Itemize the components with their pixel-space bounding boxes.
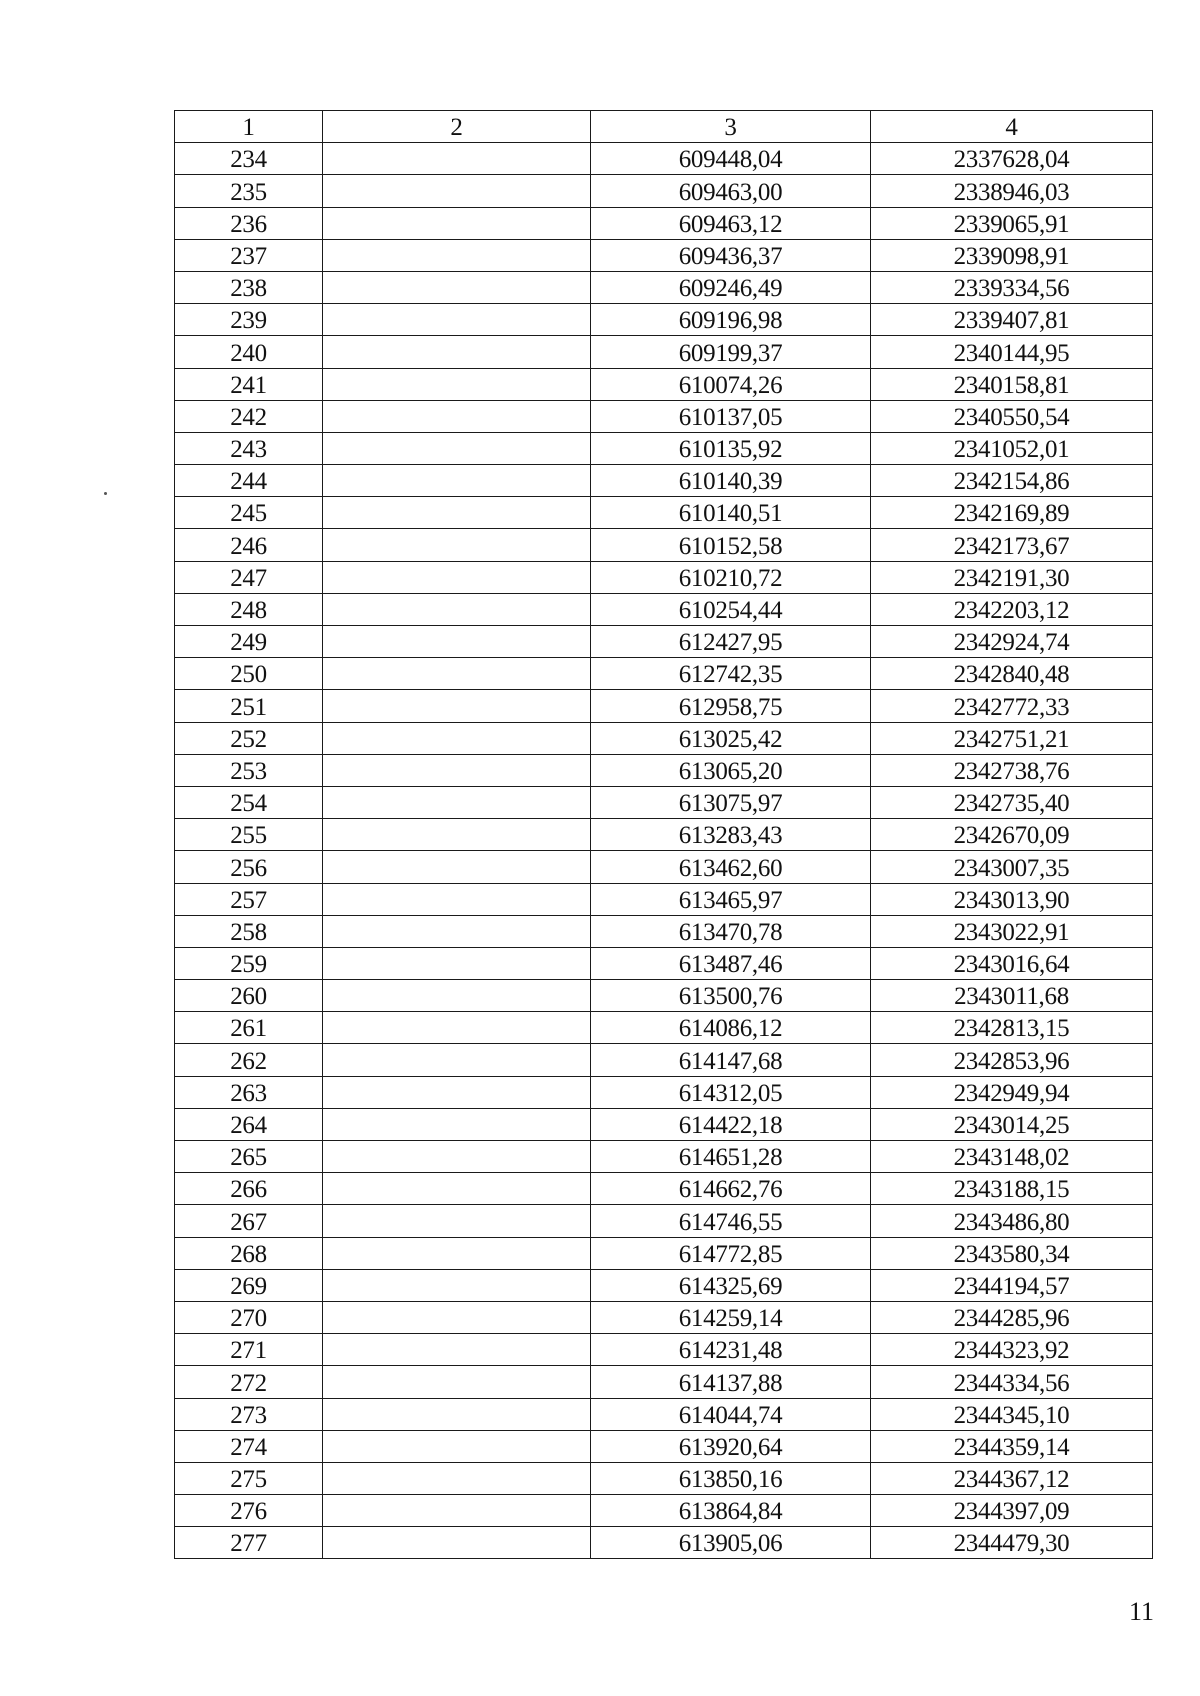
point-number-cell: 261	[175, 1012, 323, 1044]
table-row	[175, 626, 1153, 658]
scan-speck	[104, 492, 107, 495]
table-row	[175, 658, 1153, 690]
point-number-cell: 263	[175, 1076, 323, 1108]
table-row	[175, 754, 1153, 786]
y-coordinate-cell: 2342203,12	[871, 593, 1153, 625]
x-coordinate-cell: 609448,04	[591, 143, 871, 175]
description-cell	[323, 1366, 591, 1398]
table-row	[175, 947, 1153, 979]
description-cell	[323, 304, 591, 336]
point-number-cell: 268	[175, 1237, 323, 1269]
table-row	[175, 1205, 1153, 1237]
table-row	[175, 980, 1153, 1012]
y-coordinate-cell: 2337628,04	[871, 143, 1153, 175]
x-coordinate-cell: 613465,97	[591, 883, 871, 915]
point-number-cell: 271	[175, 1334, 323, 1366]
point-number-cell: 238	[175, 271, 323, 303]
point-number-cell: 235	[175, 175, 323, 207]
y-coordinate-cell: 2343188,15	[871, 1173, 1153, 1205]
x-coordinate-cell: 614086,12	[591, 1012, 871, 1044]
y-coordinate-cell: 2342924,74	[871, 626, 1153, 658]
description-cell	[323, 465, 591, 497]
x-coordinate-cell: 609246,49	[591, 271, 871, 303]
description-cell	[323, 851, 591, 883]
description-cell	[323, 1495, 591, 1527]
x-coordinate-cell: 610074,26	[591, 368, 871, 400]
point-number-cell: 272	[175, 1366, 323, 1398]
y-coordinate-cell: 2342949,94	[871, 1076, 1153, 1108]
description-cell	[323, 1462, 591, 1494]
x-coordinate-cell: 609463,00	[591, 175, 871, 207]
point-number-cell: 257	[175, 883, 323, 915]
y-coordinate-cell: 2343011,68	[871, 980, 1153, 1012]
table-row	[175, 529, 1153, 561]
point-number-cell: 240	[175, 336, 323, 368]
x-coordinate-cell: 614231,48	[591, 1334, 871, 1366]
description-cell	[323, 1076, 591, 1108]
description-cell	[323, 561, 591, 593]
column-header: 3	[591, 111, 871, 143]
y-coordinate-cell: 2339334,56	[871, 271, 1153, 303]
y-coordinate-cell: 2342173,67	[871, 529, 1153, 561]
y-coordinate-cell: 2342670,09	[871, 819, 1153, 851]
table-row	[175, 1012, 1153, 1044]
y-coordinate-cell: 2343014,25	[871, 1108, 1153, 1140]
x-coordinate-cell: 609196,98	[591, 304, 871, 336]
y-coordinate-cell: 2342169,89	[871, 497, 1153, 529]
description-cell	[323, 336, 591, 368]
x-coordinate-cell: 612742,35	[591, 658, 871, 690]
table-row	[175, 883, 1153, 915]
table-row	[175, 175, 1153, 207]
point-number-cell: 262	[175, 1044, 323, 1076]
table-row	[175, 1430, 1153, 1462]
point-number-cell: 243	[175, 432, 323, 464]
point-number-cell: 260	[175, 980, 323, 1012]
x-coordinate-cell: 613500,76	[591, 980, 871, 1012]
table-row	[175, 561, 1153, 593]
y-coordinate-cell: 2342813,15	[871, 1012, 1153, 1044]
point-number-cell: 264	[175, 1108, 323, 1140]
description-cell	[323, 690, 591, 722]
point-number-cell: 273	[175, 1398, 323, 1430]
y-coordinate-cell: 2343148,02	[871, 1141, 1153, 1173]
coordinates-table	[174, 110, 1153, 1559]
x-coordinate-cell: 613487,46	[591, 947, 871, 979]
description-cell	[323, 400, 591, 432]
table-row	[175, 1044, 1153, 1076]
y-coordinate-cell: 2344367,12	[871, 1462, 1153, 1494]
description-cell	[323, 593, 591, 625]
table-row	[175, 1366, 1153, 1398]
x-coordinate-cell: 613075,97	[591, 786, 871, 818]
table-row	[175, 497, 1153, 529]
description-cell	[323, 947, 591, 979]
table-row	[175, 593, 1153, 625]
description-cell	[323, 207, 591, 239]
table-row	[175, 465, 1153, 497]
table-row	[175, 1301, 1153, 1333]
description-cell	[323, 432, 591, 464]
x-coordinate-cell: 609463,12	[591, 207, 871, 239]
description-cell	[323, 1527, 591, 1559]
description-cell	[323, 980, 591, 1012]
point-number-cell: 256	[175, 851, 323, 883]
description-cell	[323, 1430, 591, 1462]
point-number-cell: 259	[175, 947, 323, 979]
point-number-cell: 277	[175, 1527, 323, 1559]
point-number-cell: 247	[175, 561, 323, 593]
point-number-cell: 236	[175, 207, 323, 239]
y-coordinate-cell: 2340144,95	[871, 336, 1153, 368]
x-coordinate-cell: 613920,64	[591, 1430, 871, 1462]
point-number-cell: 241	[175, 368, 323, 400]
description-cell	[323, 143, 591, 175]
table-body	[175, 143, 1153, 1559]
description-cell	[323, 626, 591, 658]
table-row	[175, 1173, 1153, 1205]
point-number-cell: 250	[175, 658, 323, 690]
table-row	[175, 915, 1153, 947]
table-row	[175, 851, 1153, 883]
description-cell	[323, 1012, 591, 1044]
y-coordinate-cell: 2340550,54	[871, 400, 1153, 432]
table-row	[175, 1108, 1153, 1140]
y-coordinate-cell: 2344285,96	[871, 1301, 1153, 1333]
x-coordinate-cell: 613025,42	[591, 722, 871, 754]
point-number-cell: 249	[175, 626, 323, 658]
y-coordinate-cell: 2343486,80	[871, 1205, 1153, 1237]
description-cell	[323, 883, 591, 915]
table-row	[175, 432, 1153, 464]
x-coordinate-cell: 612427,95	[591, 626, 871, 658]
point-number-cell: 252	[175, 722, 323, 754]
y-coordinate-cell: 2342772,33	[871, 690, 1153, 722]
point-number-cell: 253	[175, 754, 323, 786]
table-row	[175, 819, 1153, 851]
x-coordinate-cell: 614137,88	[591, 1366, 871, 1398]
description-cell	[323, 1301, 591, 1333]
table-row	[175, 271, 1153, 303]
table-row	[175, 304, 1153, 336]
table-row	[175, 1398, 1153, 1430]
table-row	[175, 336, 1153, 368]
point-number-cell: 254	[175, 786, 323, 818]
description-cell	[323, 1205, 591, 1237]
x-coordinate-cell: 609199,37	[591, 336, 871, 368]
x-coordinate-cell: 614044,74	[591, 1398, 871, 1430]
table-row	[175, 1462, 1153, 1494]
y-coordinate-cell: 2343022,91	[871, 915, 1153, 947]
table-row	[175, 143, 1153, 175]
table-header-row	[175, 111, 1153, 143]
x-coordinate-cell: 614422,18	[591, 1108, 871, 1140]
y-coordinate-cell: 2342735,40	[871, 786, 1153, 818]
point-number-cell: 234	[175, 143, 323, 175]
table-row	[175, 1076, 1153, 1108]
point-number-cell: 248	[175, 593, 323, 625]
x-coordinate-cell: 610135,92	[591, 432, 871, 464]
x-coordinate-cell: 609436,37	[591, 239, 871, 271]
x-coordinate-cell: 613470,78	[591, 915, 871, 947]
description-cell	[323, 1141, 591, 1173]
column-header: 4	[871, 111, 1153, 143]
y-coordinate-cell: 2339407,81	[871, 304, 1153, 336]
description-cell	[323, 1334, 591, 1366]
point-number-cell: 276	[175, 1495, 323, 1527]
table-row	[175, 1237, 1153, 1269]
y-coordinate-cell: 2342840,48	[871, 658, 1153, 690]
description-cell	[323, 1173, 591, 1205]
y-coordinate-cell: 2341052,01	[871, 432, 1153, 464]
table-row	[175, 1527, 1153, 1559]
x-coordinate-cell: 614259,14	[591, 1301, 871, 1333]
y-coordinate-cell: 2339098,91	[871, 239, 1153, 271]
y-coordinate-cell: 2342751,21	[871, 722, 1153, 754]
description-cell	[323, 1044, 591, 1076]
table-row	[175, 722, 1153, 754]
x-coordinate-cell: 613462,60	[591, 851, 871, 883]
table-row	[175, 1141, 1153, 1173]
table-row	[175, 690, 1153, 722]
x-coordinate-cell: 614662,76	[591, 1173, 871, 1205]
y-coordinate-cell: 2344323,92	[871, 1334, 1153, 1366]
table-row	[175, 1495, 1153, 1527]
x-coordinate-cell: 614651,28	[591, 1141, 871, 1173]
y-coordinate-cell: 2340158,81	[871, 368, 1153, 400]
y-coordinate-cell: 2344345,10	[871, 1398, 1153, 1430]
description-cell	[323, 915, 591, 947]
table-row	[175, 368, 1153, 400]
point-number-cell: 251	[175, 690, 323, 722]
table-row	[175, 239, 1153, 271]
y-coordinate-cell: 2344194,57	[871, 1269, 1153, 1301]
description-cell	[323, 175, 591, 207]
description-cell	[323, 529, 591, 561]
point-number-cell: 244	[175, 465, 323, 497]
description-cell	[323, 368, 591, 400]
description-cell	[323, 658, 591, 690]
description-cell	[323, 786, 591, 818]
page-number: 11	[1128, 1597, 1154, 1626]
y-coordinate-cell: 2342154,86	[871, 465, 1153, 497]
point-number-cell: 246	[175, 529, 323, 561]
y-coordinate-cell: 2339065,91	[871, 207, 1153, 239]
description-cell	[323, 497, 591, 529]
description-cell	[323, 1108, 591, 1140]
y-coordinate-cell: 2342191,30	[871, 561, 1153, 593]
description-cell	[323, 722, 591, 754]
x-coordinate-cell: 614325,69	[591, 1269, 871, 1301]
table-row	[175, 786, 1153, 818]
description-cell	[323, 819, 591, 851]
x-coordinate-cell: 613065,20	[591, 754, 871, 786]
x-coordinate-cell: 610254,44	[591, 593, 871, 625]
x-coordinate-cell: 610152,58	[591, 529, 871, 561]
y-coordinate-cell: 2344479,30	[871, 1527, 1153, 1559]
x-coordinate-cell: 614312,05	[591, 1076, 871, 1108]
point-number-cell: 275	[175, 1462, 323, 1494]
y-coordinate-cell: 2344359,14	[871, 1430, 1153, 1462]
table-row	[175, 400, 1153, 432]
y-coordinate-cell: 2344334,56	[871, 1366, 1153, 1398]
point-number-cell: 242	[175, 400, 323, 432]
description-cell	[323, 1237, 591, 1269]
point-number-cell: 266	[175, 1173, 323, 1205]
description-cell	[323, 1398, 591, 1430]
table-row	[175, 1269, 1153, 1301]
y-coordinate-cell: 2343013,90	[871, 883, 1153, 915]
point-number-cell: 265	[175, 1141, 323, 1173]
x-coordinate-cell: 610140,51	[591, 497, 871, 529]
x-coordinate-cell: 614772,85	[591, 1237, 871, 1269]
x-coordinate-cell: 612958,75	[591, 690, 871, 722]
point-number-cell: 239	[175, 304, 323, 336]
column-header: 2	[323, 111, 591, 143]
x-coordinate-cell: 610140,39	[591, 465, 871, 497]
y-coordinate-cell: 2343007,35	[871, 851, 1153, 883]
x-coordinate-cell: 610210,72	[591, 561, 871, 593]
description-cell	[323, 271, 591, 303]
x-coordinate-cell: 614746,55	[591, 1205, 871, 1237]
point-number-cell: 270	[175, 1301, 323, 1333]
point-number-cell: 274	[175, 1430, 323, 1462]
x-coordinate-cell: 613283,43	[591, 819, 871, 851]
y-coordinate-cell: 2343016,64	[871, 947, 1153, 979]
point-number-cell: 237	[175, 239, 323, 271]
y-coordinate-cell: 2338946,03	[871, 175, 1153, 207]
point-number-cell: 245	[175, 497, 323, 529]
point-number-cell: 258	[175, 915, 323, 947]
point-number-cell: 255	[175, 819, 323, 851]
column-header: 1	[175, 111, 323, 143]
x-coordinate-cell: 610137,05	[591, 400, 871, 432]
point-number-cell: 267	[175, 1205, 323, 1237]
x-coordinate-cell: 613864,84	[591, 1495, 871, 1527]
x-coordinate-cell: 613850,16	[591, 1462, 871, 1494]
description-cell	[323, 239, 591, 271]
y-coordinate-cell: 2342853,96	[871, 1044, 1153, 1076]
description-cell	[323, 1269, 591, 1301]
x-coordinate-cell: 613905,06	[591, 1527, 871, 1559]
y-coordinate-cell: 2343580,34	[871, 1237, 1153, 1269]
y-coordinate-cell: 2344397,09	[871, 1495, 1153, 1527]
x-coordinate-cell: 614147,68	[591, 1044, 871, 1076]
table-row	[175, 207, 1153, 239]
y-coordinate-cell: 2342738,76	[871, 754, 1153, 786]
point-number-cell: 269	[175, 1269, 323, 1301]
table-row	[175, 1334, 1153, 1366]
description-cell	[323, 754, 591, 786]
